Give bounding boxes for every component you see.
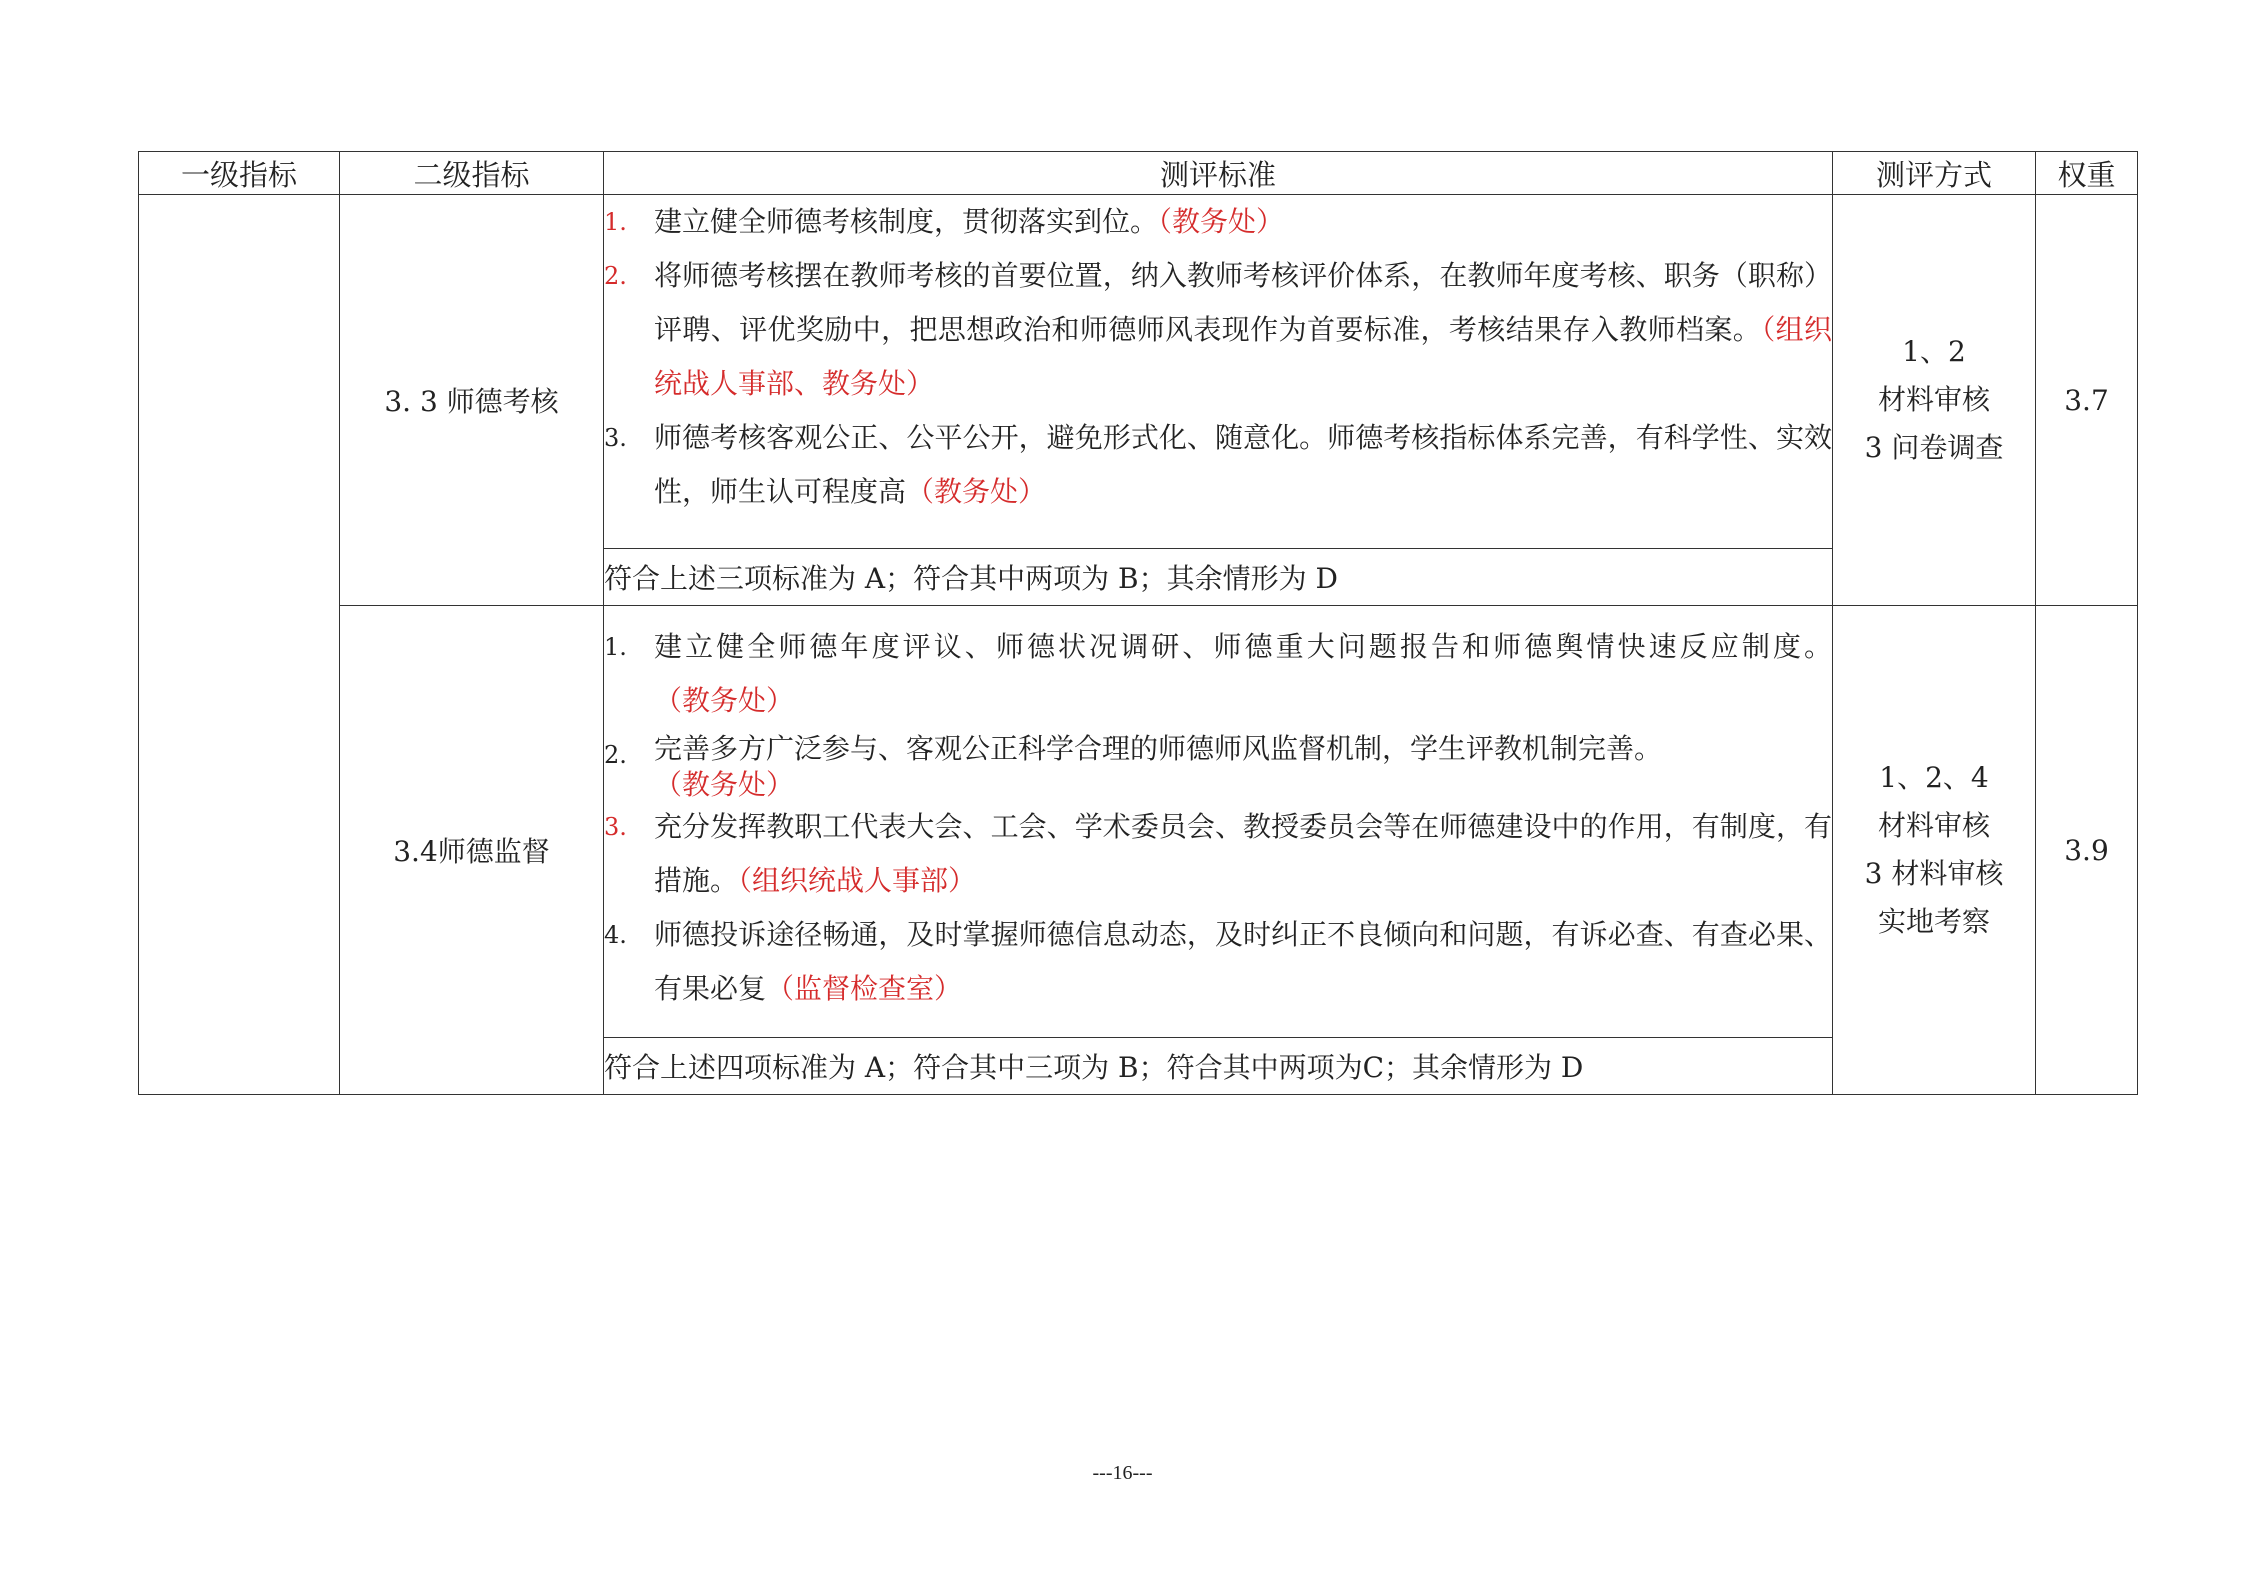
grading-cell: 符合上述四项标准为 A；符合其中三项为 B；符合其中两项为C；其余情形为 D <box>604 1038 1833 1095</box>
method-line: 1、2 <box>1902 335 1966 368</box>
criteria-cell <box>604 195 1833 549</box>
header-method: 测评方式 <box>1833 152 2036 195</box>
item-text: 建立健全师德年度评议、师德状况调研、师德重大问题报告和师德舆情快速反应制度。 <box>654 630 1832 663</box>
criteria-item <box>604 728 1832 800</box>
method-line: 1、2、4 <box>1879 761 1989 794</box>
item-text: 师德投诉途径畅通，及时掌握师德信息动态，及时纠正不良倾向和问题，有诉必查、有查必果、有果必复 <box>654 918 1832 1005</box>
item-text: 建立健全师德考核制度，贯彻落实到位。 <box>654 205 1159 238</box>
item-number: 2. <box>604 262 627 290</box>
item-number: 3. <box>604 424 627 452</box>
criteria-item <box>604 249 1832 411</box>
criteria-item <box>604 620 1832 728</box>
evaluation-table <box>138 151 2138 1095</box>
item-owner: （教务处） <box>906 475 1047 508</box>
method-cell <box>1833 195 2036 606</box>
method-line: 材料审核 <box>1877 809 1990 842</box>
item-number: 1. <box>604 208 627 236</box>
item-number: 4. <box>604 921 627 949</box>
item-text: 将师德考核摆在教师考核的首要位置，纳入教师考核评价体系，在教师年度考核、职务（职称）评聘、评优奖励中，把思想政治和师德师风表现作为首要标准，考核结果存入教师档案。 <box>654 259 1832 346</box>
criteria-cell <box>604 606 1833 1038</box>
table-row <box>139 606 2138 1038</box>
item-number: 3. <box>604 813 627 841</box>
item-number: 1. <box>604 633 627 661</box>
method-line: 3 材料审核 <box>1864 857 2004 890</box>
criteria-item <box>604 195 1832 249</box>
item-text: 师德考核客观公正、公平公开，避免形式化、随意化。师德考核指标体系完善，有科学性、实效性，师生认可程度高 <box>654 421 1832 508</box>
grading-cell: 符合上述三项标准为 A；符合其中两项为 B；其余情形为 D <box>604 549 1833 606</box>
item-owner: （教务处） <box>654 684 795 717</box>
method-line: 3 问卷调查 <box>1864 431 2004 464</box>
item-number: 2. <box>604 741 627 769</box>
item-owner: （教务处） <box>1158 205 1285 238</box>
level1-cell <box>139 195 340 1095</box>
table-row <box>139 195 2138 549</box>
method-cell <box>1833 606 2036 1095</box>
header-row <box>139 152 2138 195</box>
header-level1: 一级指标 <box>139 152 340 195</box>
page-number: ---16--- <box>1092 1462 1153 1484</box>
criteria-item <box>604 908 1832 1016</box>
header-level2: 二级指标 <box>340 152 604 195</box>
weight-cell: 3.7 <box>2036 195 2138 606</box>
weight-cell: 3.9 <box>2036 606 2138 1095</box>
level2-cell: 3.4师德监督 <box>340 606 604 1095</box>
item-owner: （教务处） <box>654 768 795 801</box>
item-owner: （组织统战人事部、教务处） <box>654 313 1832 400</box>
item-owner: （监督检查室） <box>766 972 963 1005</box>
method-line: 材料审核 <box>1877 383 1990 416</box>
criteria-item <box>604 411 1832 519</box>
header-weight: 权重 <box>2036 152 2138 195</box>
level2-cell: 3. 3 师德考核 <box>340 195 604 606</box>
method-line: 实地考察 <box>1877 905 1990 938</box>
item-owner: （组织统战人事部） <box>738 864 977 897</box>
item-text: 充分发挥教职工代表大会、工会、学术委员会、教授委员会等在师德建设中的作用，有制度，有措施。 <box>654 810 1832 897</box>
item-text: 完善多方广泛参与、客观公正科学合理的师德师风监督机制，学生评教机制完善。 <box>654 732 1663 765</box>
criteria-item <box>604 800 1832 908</box>
header-criteria: 测评标准 <box>604 152 1833 195</box>
